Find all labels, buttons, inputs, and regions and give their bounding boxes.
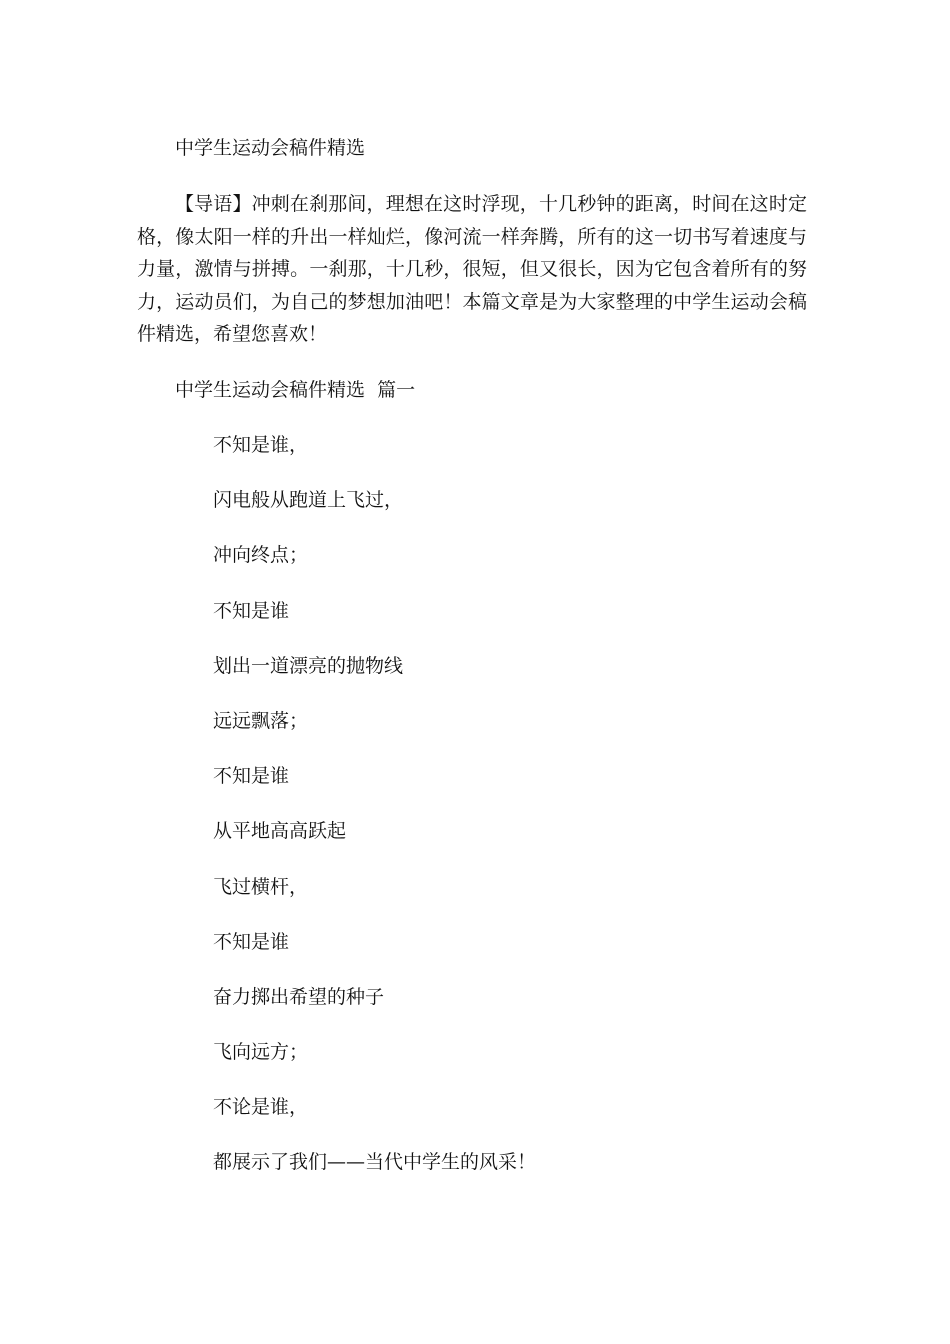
poem-line: 冲向终点； bbox=[213, 544, 309, 567]
poem-line: 闪电般从跑道上飞过， bbox=[213, 489, 404, 512]
poem-line: 划出一道漂亮的抛物线 bbox=[213, 654, 404, 677]
poem-line: 不知是谁 bbox=[213, 930, 290, 953]
poem-line: 远远飘落； bbox=[213, 709, 309, 732]
poem-line: 从平地高高跃起 bbox=[213, 820, 347, 843]
poem-line: 不知是谁， bbox=[213, 434, 309, 456]
section-title: 中学生运动会稿件精选 篇一 bbox=[175, 379, 416, 401]
poem-line: 不知是谁 bbox=[213, 599, 290, 622]
poem-line: 都展示了我们——当代中学生的风采！ bbox=[213, 1151, 537, 1174]
poem-line: 飞向远方； bbox=[213, 1041, 309, 1064]
intro-paragraph: 【导语】冲刺在刹那间，理想在这时浮现，十几秒钟的距离，时间在这时定格，像太阳一样的升出一样灿烂，像河流一样奔腾，所有的这一切书写着速度与力量，激情与拼搏。一刹那，十几秒，很短，但又很长，因为它包含着所有的努力，运动员们，为自己的梦想加油吧！本篇文章是为大家整理的中学生运动会稿件精选，希望您喜欢！ bbox=[137, 193, 807, 345]
poem-line: 飞过横杆， bbox=[213, 875, 309, 898]
poem-line: 不知是谁 bbox=[213, 765, 290, 788]
document-title: 中学生运动会稿件精选 bbox=[175, 137, 366, 159]
poem-line: 奋力掷出希望的种子 bbox=[213, 985, 385, 1008]
poem-line: 不论是谁， bbox=[213, 1096, 309, 1119]
poem bbox=[213, 430, 536, 1203]
